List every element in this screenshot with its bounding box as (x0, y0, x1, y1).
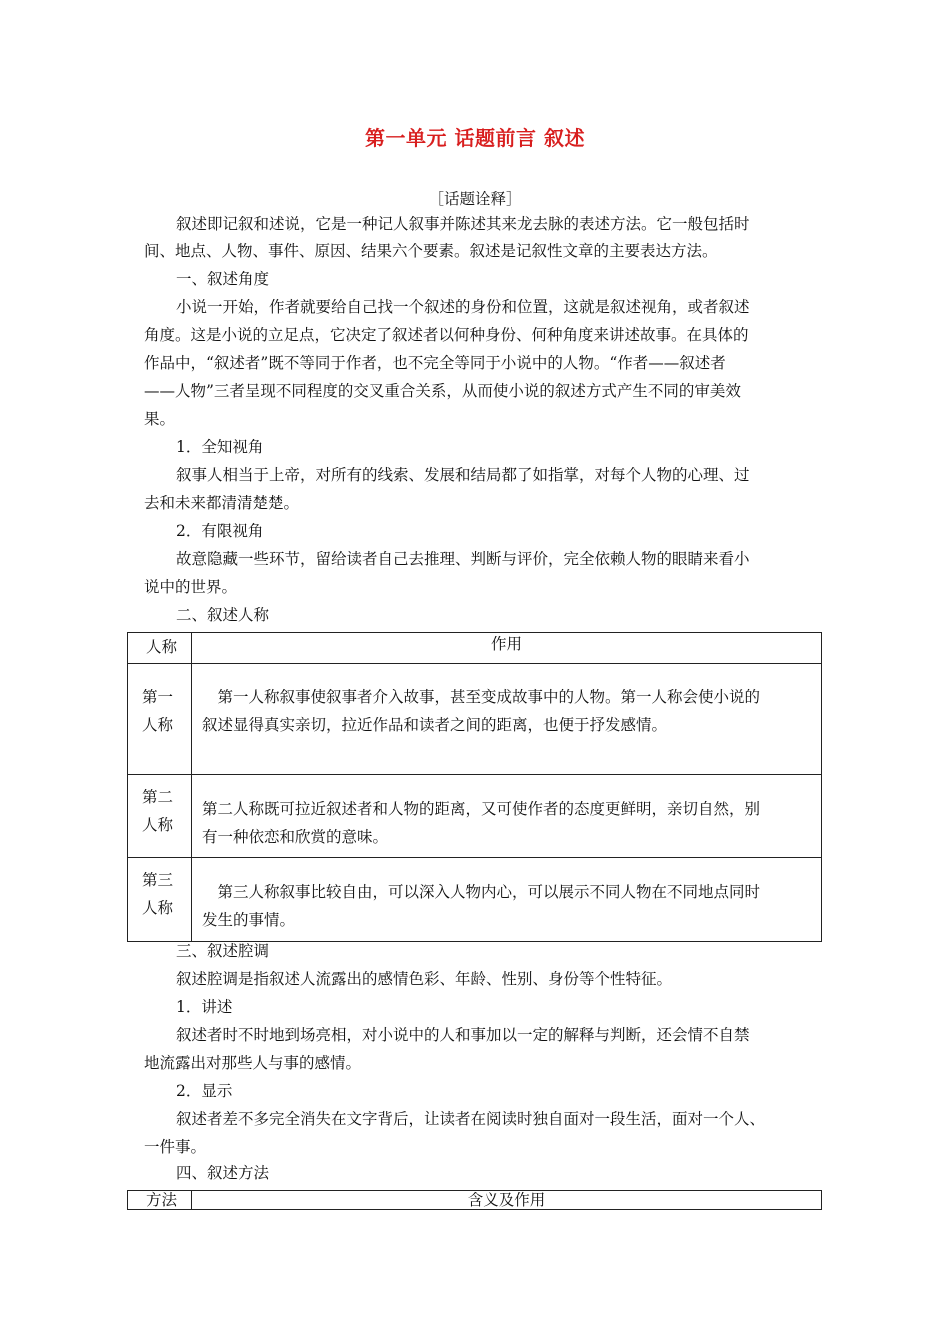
paragraph-line: 一件事。 (144, 1138, 207, 1156)
table-header-cell: 作用 (192, 633, 822, 664)
paragraph-line: 叙述腔调是指叙述人流露出的感情色彩、年龄、性别、身份等个性特征。 (176, 970, 673, 988)
table-cell-text: 第二人称既可拉近叙述者和人物的距离，又可使作者的态度更鲜明，亲切自然，别 有一种依恋和欣赏的意味。 (192, 775, 822, 858)
method-table (127, 1190, 822, 1210)
section-heading: 一、叙述角度 (176, 270, 270, 288)
intro-line: 叙述即记叙和述说，它是一种记人叙事并陈述其来龙去脉的表述方法。它一般包括时 (176, 215, 750, 233)
paragraph-line: 叙述者时不时地到场亮相，对小说中的人和事加以一定的解释与判断，还会情不自禁 (176, 1026, 750, 1044)
section-heading: 三、叙述腔调 (176, 942, 270, 960)
section-heading: 二、叙述人称 (176, 606, 270, 624)
table-header-cell: 人称 (128, 633, 192, 664)
paragraph-line: 叙述者差不多完全消失在文字背后，让读者在阅读时独自面对一段生活，面对一个人、 (176, 1110, 766, 1128)
table-cell-text: 第三人称叙事比较自由，可以深入人物内心，可以展示不同人物在不同地点同时 发生的事情。 (192, 858, 822, 942)
table-cell-label: 第二 人称 (128, 775, 192, 858)
intro-line: 间、地点、人物、事件、原因、结果六个要素。叙述是记叙性文章的主要表达方法。 (144, 242, 718, 260)
section-tag: ［话题诠释］ (428, 190, 522, 208)
section-heading: 四、叙述方法 (176, 1164, 270, 1182)
table-cell-label: 第一 人称 (128, 664, 192, 775)
page-title: 第一单元 话题前言 叙述 (365, 126, 585, 150)
table-header-row (128, 633, 822, 664)
subsection-heading: 2．显示 (176, 1082, 233, 1100)
paragraph-line: 小说一开始，作者就要给自己找一个叙述的身份和位置，这就是叙述视角，或者叙述 (176, 298, 750, 316)
table-cell-text: 第一人称叙事使叙事者介入故事，甚至变成故事中的人物。第一人称会使小说的 叙述显得真实亲切，拉近作品和读者之间的距离，也便于抒发感情。 (192, 664, 822, 775)
table-cell-label: 第三 人称 (128, 858, 192, 942)
table-header-cell: 方法 (128, 1191, 192, 1210)
table-row (128, 775, 822, 858)
paragraph-line: 作品中，“叙述者”既不等同于作者，也不完全等同于小说中的人物。“作者——叙述者 (144, 354, 726, 372)
table-header-cell: 含义及作用 (192, 1191, 822, 1210)
paragraph-line: 故意隐藏一些环节，留给读者自己去推理、判断与评价，完全依赖人物的眼睛来看小 (176, 550, 750, 568)
paragraph-line: 地流露出对那些人与事的感情。 (144, 1054, 362, 1072)
subsection-heading: 2．有限视角 (176, 522, 264, 540)
table-row (128, 858, 822, 942)
paragraph-line: 去和未来都清清楚楚。 (144, 494, 300, 512)
subsection-heading: 1．全知视角 (176, 438, 264, 456)
table-header-row (128, 1191, 822, 1210)
paragraph-line: ——人物”三者呈现不同程度的交叉重合关系，从而使小说的叙述方式产生不同的审美效 (144, 382, 741, 400)
paragraph-line: 果。 (144, 410, 176, 428)
table-row (128, 664, 822, 775)
paragraph-line: 说中的世界。 (144, 578, 238, 596)
subsection-heading: 1．讲述 (176, 998, 233, 1016)
paragraph-line: 叙事人相当于上帝，对所有的线索、发展和结局都了如指掌，对每个人物的心理、过 (176, 466, 750, 484)
paragraph-line: 角度。这是小说的立足点，它决定了叙述者以何种身份、何种角度来讲述故事。在具体的 (144, 326, 749, 344)
person-table (127, 632, 822, 942)
